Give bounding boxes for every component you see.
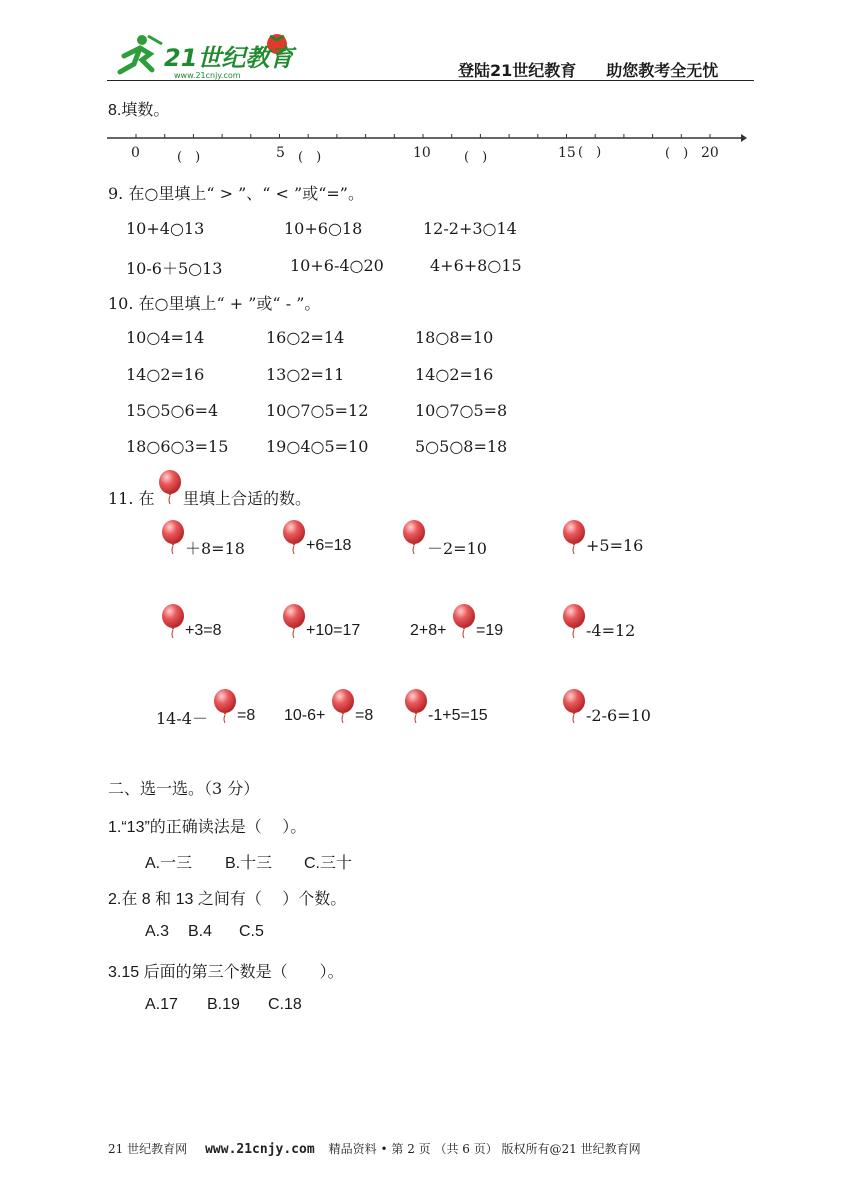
q10-item: 18○8=10 (415, 328, 494, 347)
slogan-right: 助您教考全无忧 (606, 61, 719, 80)
q10-item: 10○4=14 (126, 328, 205, 347)
mc-option[interactable]: C.三十 (304, 855, 353, 872)
balloon-icon[interactable] (282, 604, 306, 638)
blank-2[interactable]: ( ) (298, 150, 322, 165)
blank-4[interactable]: ( ) (578, 145, 602, 160)
q9-item: 4+6+8○15 (430, 256, 522, 275)
part2-title: 二、选一选。（3 分） (108, 779, 260, 798)
q10-item: 18○6○3=15 (126, 437, 229, 456)
tick-label-0: 0 (131, 145, 140, 161)
q11-expr: -1+5=15 (428, 707, 488, 724)
q9-item: 10-6＋5○13 (126, 259, 223, 278)
number-line (107, 126, 747, 174)
q11-expr: =8 (355, 707, 374, 724)
balloon-icon[interactable] (562, 604, 586, 638)
tick-label-5: 5 (276, 145, 285, 161)
blank-5[interactable]: ( ) (665, 146, 689, 161)
mc-option[interactable]: B.4 (188, 923, 213, 940)
header-divider (107, 80, 754, 81)
mc-option[interactable]: B.19 (207, 996, 240, 1013)
q10-item: 14○2=16 (415, 365, 494, 384)
q10-item: 15○5○6=4 (126, 401, 219, 420)
balloon-icon[interactable] (404, 689, 428, 723)
balloon-icon[interactable] (331, 689, 355, 723)
q8-title: 8.填数。 (108, 102, 170, 119)
balloon-icon[interactable] (213, 689, 237, 723)
balloon-icon[interactable] (161, 520, 185, 554)
mc-question-3: 3.15 后面的第三个数是（ ）。 (108, 964, 344, 981)
balloon-icon[interactable] (161, 604, 185, 638)
q11-expr: -4=12 (586, 621, 636, 640)
footer-site: 21 世纪教育网 (108, 1142, 188, 1156)
balloon-icon[interactable] (402, 520, 426, 554)
tick-label-15: 15 (558, 145, 576, 161)
q11-expr: +6=18 (306, 537, 352, 554)
q11-expr: －2=10 (427, 539, 487, 558)
balloon-icon[interactable] (562, 520, 586, 554)
q11-expr: 10-6+ (284, 707, 326, 724)
tick-label-10: 10 (413, 145, 431, 161)
logo (112, 30, 312, 82)
q11-expr: +3=8 (185, 622, 222, 639)
mc-question-2: 2.在 8 和 13 之间有（ ）个数。 (108, 891, 347, 908)
q9-item: 10+4○13 (126, 219, 205, 238)
q9-item: 12-2+3○14 (423, 219, 517, 238)
q11-title-post: 里填上合适的数。 (183, 489, 312, 508)
header-slogan (458, 58, 718, 81)
mc-option[interactable]: A.17 (145, 996, 178, 1013)
mc-option[interactable]: A.3 (145, 923, 170, 940)
q11-expr: -2-6=10 (586, 706, 651, 725)
q10-item: 16○2=14 (266, 328, 345, 347)
q11-expr: +5=16 (586, 536, 644, 555)
footer-info: 精品资料 • 第 2 页 （共 6 页） 版权所有@21 世纪教育网 (328, 1142, 641, 1156)
q11-expr: +10=17 (306, 622, 361, 639)
mc-option[interactable]: C.18 (268, 996, 302, 1013)
q10-item: 13○2=11 (266, 365, 345, 384)
mc-option[interactable]: A.一三 (145, 855, 193, 872)
mc-question-1: 1.“13”的正确读法是（ ）。 (108, 819, 307, 836)
q10-title: 10. 在○里填上“ + ”或“ - ”。 (108, 294, 321, 313)
runner-icon (120, 35, 162, 72)
footer (108, 1140, 641, 1157)
mc-option[interactable]: C.5 (239, 923, 264, 940)
q10-item: 10○7○5=12 (266, 401, 369, 420)
q11-title-pre: 11. 在 (108, 489, 155, 508)
balloon-icon (158, 470, 182, 504)
balloon-icon[interactable] (562, 689, 586, 723)
footer-url[interactable]: www.21cnjy.com (205, 1142, 315, 1157)
balloon-icon[interactable] (282, 520, 306, 554)
balloon-icon[interactable] (452, 604, 476, 638)
q10-item: 19○4○5=10 (266, 437, 369, 456)
q11-expr: 2+8+ (410, 622, 447, 639)
slogan-left: 登陆21世纪教育 (458, 61, 577, 80)
q11-expr: =19 (476, 622, 504, 639)
blank-3[interactable]: ( ) (464, 150, 488, 165)
q10-item: 14○2=16 (126, 365, 205, 384)
q9-item: 10+6-4○20 (290, 256, 384, 275)
q10-item: 10○7○5=8 (415, 401, 508, 420)
blank-1[interactable]: ( ) (177, 150, 201, 165)
q11-expr: =8 (237, 707, 256, 724)
logo-url: www.21cnjy.com (174, 71, 241, 80)
q11-expr: 14-4－ (156, 709, 208, 728)
q9-title: 9. 在○里填上“ > ”、“ < ”或“=”。 (108, 184, 364, 203)
mc-option[interactable]: B.十三 (225, 855, 273, 872)
q11-expr: ＋8=18 (185, 539, 245, 558)
q10-item: 5○5○8=18 (415, 437, 508, 456)
logo-text: 21世纪教育 (164, 44, 294, 72)
q9-item: 10+6○18 (284, 219, 363, 238)
tick-label-20: 20 (701, 145, 719, 161)
